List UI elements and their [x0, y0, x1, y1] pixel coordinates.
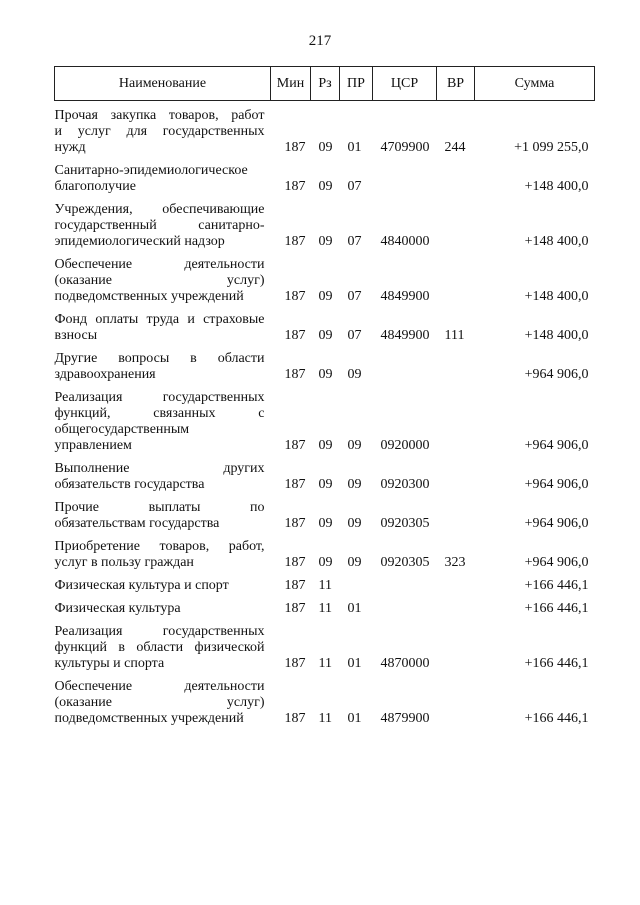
- row-sum: +166 446,1: [524, 656, 589, 671]
- row-vr: [437, 571, 475, 594]
- row-rz: 09: [318, 140, 333, 155]
- row-rz: 09: [318, 179, 333, 194]
- row-csr: 4879900: [380, 711, 430, 726]
- row-name-line: управлением: [54, 438, 132, 453]
- row-csr: [373, 571, 437, 594]
- row-vr: 111: [444, 328, 465, 343]
- header-name: Наименование: [55, 67, 271, 101]
- row-vr: [437, 250, 475, 305]
- row-min: 187: [284, 328, 306, 343]
- page-number: 217: [308, 33, 332, 49]
- row-name-line: Прочие выплаты по: [54, 500, 265, 515]
- row-name-line: взносы: [54, 328, 98, 343]
- row-csr: 4709900: [380, 140, 430, 155]
- row-pr: 01: [347, 656, 362, 671]
- row-csr: 4849900: [380, 328, 430, 343]
- row-name: [55, 493, 271, 532]
- row-name: [55, 383, 271, 454]
- row-min: 187: [284, 555, 306, 570]
- row-vr: [437, 454, 475, 493]
- row-pr: 07: [347, 328, 362, 343]
- row-pr: 01: [347, 601, 362, 616]
- row-rz: 09: [318, 555, 333, 570]
- row-name-line: функций, связанных с: [54, 406, 265, 421]
- row-min: 187: [284, 601, 306, 616]
- row-vr: 244: [444, 140, 466, 155]
- row-name: [55, 571, 271, 594]
- row-name: [55, 101, 271, 157]
- row-min: 187: [284, 516, 306, 531]
- row-name-line: Другие вопросы в области: [54, 351, 265, 366]
- row-name-line: государственный санитарно-: [54, 218, 265, 233]
- row-rz: 09: [318, 477, 333, 492]
- row-rz: 09: [318, 234, 333, 249]
- row-min: 187: [284, 438, 306, 453]
- row-name-line: подведомственных учреждений: [54, 711, 244, 726]
- row-vr: [437, 493, 475, 532]
- row-csr: 0920000: [380, 438, 430, 453]
- row-name-line: (оказание услуг): [54, 273, 265, 288]
- row-name-line: Фонд оплаты труда и страховые: [54, 312, 265, 327]
- row-csr: 4849900: [380, 289, 430, 304]
- row-sum: +148 400,0: [524, 179, 589, 194]
- header-vr: ВР: [437, 67, 475, 101]
- row-rz: 11: [318, 578, 332, 593]
- table-row: [55, 250, 595, 305]
- table-row: [55, 101, 595, 157]
- row-name-line: Выполнение других: [54, 461, 265, 476]
- header-csr: ЦСР: [373, 67, 437, 101]
- row-min: 187: [284, 477, 306, 492]
- row-csr: [373, 156, 437, 195]
- row-sum: +964 906,0: [524, 555, 589, 570]
- row-name: [55, 672, 271, 727]
- row-sum: +964 906,0: [524, 438, 589, 453]
- row-min: 187: [284, 140, 306, 155]
- row-name-line: Обеспечение деятельности: [54, 257, 265, 272]
- row-rz: 11: [318, 601, 332, 616]
- row-name-line: Обеспечение деятельности: [54, 679, 265, 694]
- row-name-line: Учреждения, обеспечивающие: [54, 202, 265, 217]
- row-name: [55, 454, 271, 493]
- row-rz: 11: [318, 711, 332, 726]
- row-name-line: эпидемиологический надзор: [54, 234, 225, 249]
- row-name-line: обязательств государства: [54, 477, 205, 492]
- row-rz: 09: [318, 367, 333, 382]
- row-name-line: Физическая культура и спорт: [54, 578, 229, 593]
- row-pr: 09: [347, 477, 362, 492]
- row-name-line: благополучие: [54, 179, 136, 194]
- row-min: 187: [284, 656, 306, 671]
- row-vr: [437, 383, 475, 454]
- row-sum: +1 099 255,0: [514, 140, 589, 155]
- row-pr: 09: [347, 555, 362, 570]
- row-vr: 323: [444, 555, 466, 570]
- row-name: [55, 532, 271, 571]
- row-vr: [437, 594, 475, 617]
- row-vr: [437, 344, 475, 383]
- row-sum: +964 906,0: [524, 477, 589, 492]
- row-name-line: Реализация государственных: [54, 624, 265, 639]
- table-row: [55, 532, 595, 571]
- row-name-line: общегосударственным: [54, 422, 190, 437]
- row-pr: [340, 571, 373, 594]
- row-min: 187: [284, 367, 306, 382]
- table-row: [55, 493, 595, 532]
- row-csr: 0920305: [380, 516, 430, 531]
- row-sum: +166 446,1: [524, 578, 589, 593]
- header-min: Мин: [271, 67, 311, 101]
- row-vr: [437, 156, 475, 195]
- row-min: 187: [284, 234, 306, 249]
- row-sum: +148 400,0: [524, 328, 589, 343]
- row-rz: 09: [318, 289, 333, 304]
- row-name: [55, 617, 271, 672]
- row-min: 187: [284, 578, 306, 593]
- row-vr: [437, 672, 475, 727]
- header-pr: ПР: [340, 67, 373, 101]
- row-name: [55, 344, 271, 383]
- budget-table: [54, 66, 595, 727]
- row-name-line: Физическая культура: [54, 601, 181, 616]
- table-row: [55, 594, 595, 617]
- row-sum: +148 400,0: [524, 234, 589, 249]
- row-csr: [373, 344, 437, 383]
- row-name-line: и услуг для государственных: [54, 124, 265, 139]
- row-name-line: культуры и спорта: [54, 656, 165, 671]
- table-row: [55, 617, 595, 672]
- row-pr: 07: [347, 234, 362, 249]
- row-rz: 11: [318, 656, 332, 671]
- row-sum: +166 446,1: [524, 711, 589, 726]
- row-name-line: подведомственных учреждений: [54, 289, 244, 304]
- header-rz: Рз: [311, 67, 340, 101]
- table-header-row: [55, 67, 595, 101]
- row-csr: 4840000: [380, 234, 430, 249]
- row-name-line: Санитарно-эпидемиологическое: [54, 163, 248, 178]
- table-row: [55, 344, 595, 383]
- row-csr: 0920305: [380, 555, 430, 570]
- table-row: [55, 195, 595, 250]
- row-name-line: здравоохранения: [54, 367, 156, 382]
- row-name-line: обязательствам государства: [54, 516, 220, 531]
- row-name: [55, 594, 271, 617]
- table-row: [55, 156, 595, 195]
- row-csr: 4870000: [380, 656, 430, 671]
- row-pr: 01: [347, 140, 362, 155]
- table-row: [55, 383, 595, 454]
- row-name-line: Приобретение товаров, работ,: [54, 539, 265, 554]
- row-name-line: (оказание услуг): [54, 695, 265, 710]
- row-pr: 09: [347, 438, 362, 453]
- row-name-line: услуг в пользу граждан: [54, 555, 194, 570]
- table-row: [55, 454, 595, 493]
- header-sum: Сумма: [475, 67, 595, 101]
- row-min: 187: [284, 289, 306, 304]
- row-csr: [373, 594, 437, 617]
- row-name: [55, 156, 271, 195]
- row-min: 187: [284, 711, 306, 726]
- row-pr: 07: [347, 289, 362, 304]
- row-min: 187: [284, 179, 306, 194]
- row-pr: 09: [347, 516, 362, 531]
- row-pr: 09: [347, 367, 362, 382]
- row-csr: 0920300: [380, 477, 430, 492]
- table-row: [55, 305, 595, 344]
- row-name: [55, 195, 271, 250]
- row-sum: +964 906,0: [524, 367, 589, 382]
- row-name-line: нужд: [54, 140, 86, 155]
- table-row: [55, 571, 595, 594]
- row-vr: [437, 195, 475, 250]
- row-name: [55, 250, 271, 305]
- row-rz: 09: [318, 438, 333, 453]
- row-name-line: Реализация государственных: [54, 390, 265, 405]
- table-row: [55, 672, 595, 727]
- row-sum: +166 446,1: [524, 601, 589, 616]
- row-vr: [437, 617, 475, 672]
- row-sum: +148 400,0: [524, 289, 589, 304]
- row-pr: 01: [347, 711, 362, 726]
- row-name-line: функций в области физической: [54, 640, 265, 655]
- row-rz: 09: [318, 516, 333, 531]
- row-name: [55, 305, 271, 344]
- row-sum: +964 906,0: [524, 516, 589, 531]
- row-rz: 09: [318, 328, 333, 343]
- row-pr: 07: [347, 179, 362, 194]
- row-name-line: Прочая закупка товаров, работ: [54, 108, 265, 123]
